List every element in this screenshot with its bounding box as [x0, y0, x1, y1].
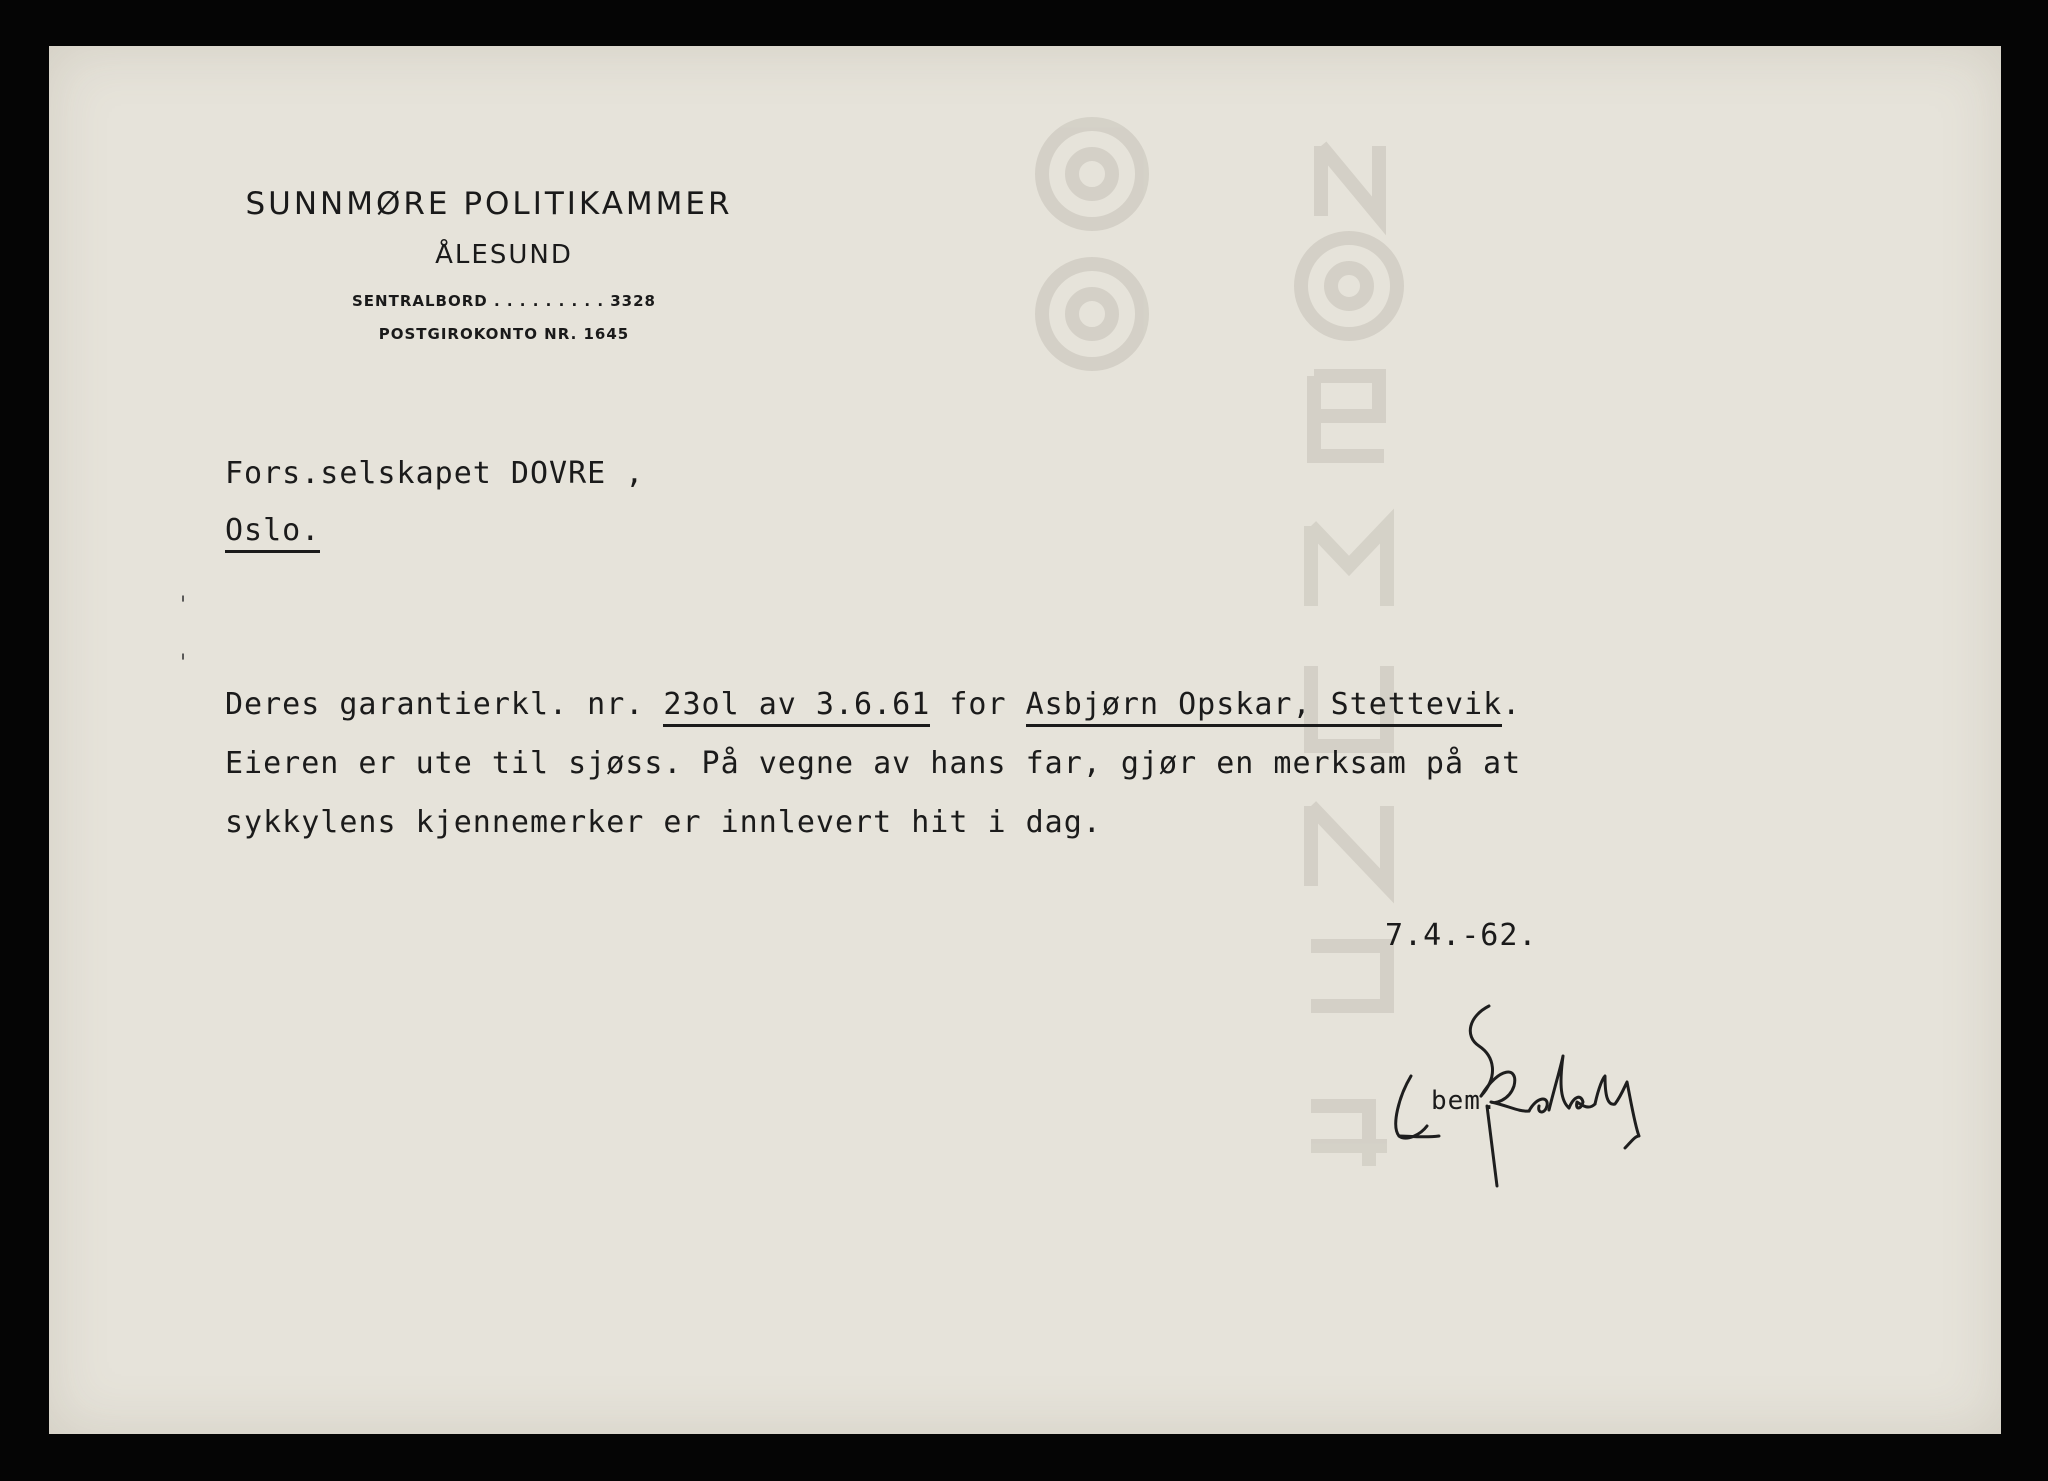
- signature-note: bem.: [1431, 1086, 1498, 1116]
- postgiro-account: POSTGIROKONTO NR. 1645: [378, 325, 630, 343]
- body-line-1: [225, 687, 1521, 722]
- margin-mark: ': [180, 593, 187, 618]
- organization-name: SUNNMØRE POLITIKAMMER: [245, 186, 733, 222]
- margin-mark: ': [180, 651, 187, 676]
- guarantee-reference: 23ol av 3.6.61: [663, 687, 930, 727]
- recipient-line-1: Fors.selskapet DOVRE ,: [225, 456, 645, 491]
- letterhead: [159, 186, 819, 343]
- organization-city: ÅLESUND: [435, 240, 573, 270]
- body-line-1-text: .: [1502, 687, 1522, 722]
- handwritten-signature: [1369, 986, 1689, 1206]
- body-line-3: sykkylens kjennemerker er innlevert hit i dag.: [225, 805, 1102, 840]
- body-line-2: Eieren er ute til sjøss. På vegne av hans far, gjør en merksam på at: [225, 746, 1522, 781]
- letter-date: 7.4.-62.: [1385, 918, 1538, 953]
- body-line-1-text: for: [930, 687, 1026, 722]
- switchboard-number: SENTRALBORD . . . . . . . . . 3328: [352, 292, 656, 310]
- letter-paper: [49, 46, 2001, 1434]
- owner-name: Asbjørn Opskar, Stettevik: [1026, 687, 1503, 727]
- body-line-1-text: Deres garantierkl. nr.: [225, 687, 664, 722]
- recipient-line-2: Oslo.: [225, 513, 320, 553]
